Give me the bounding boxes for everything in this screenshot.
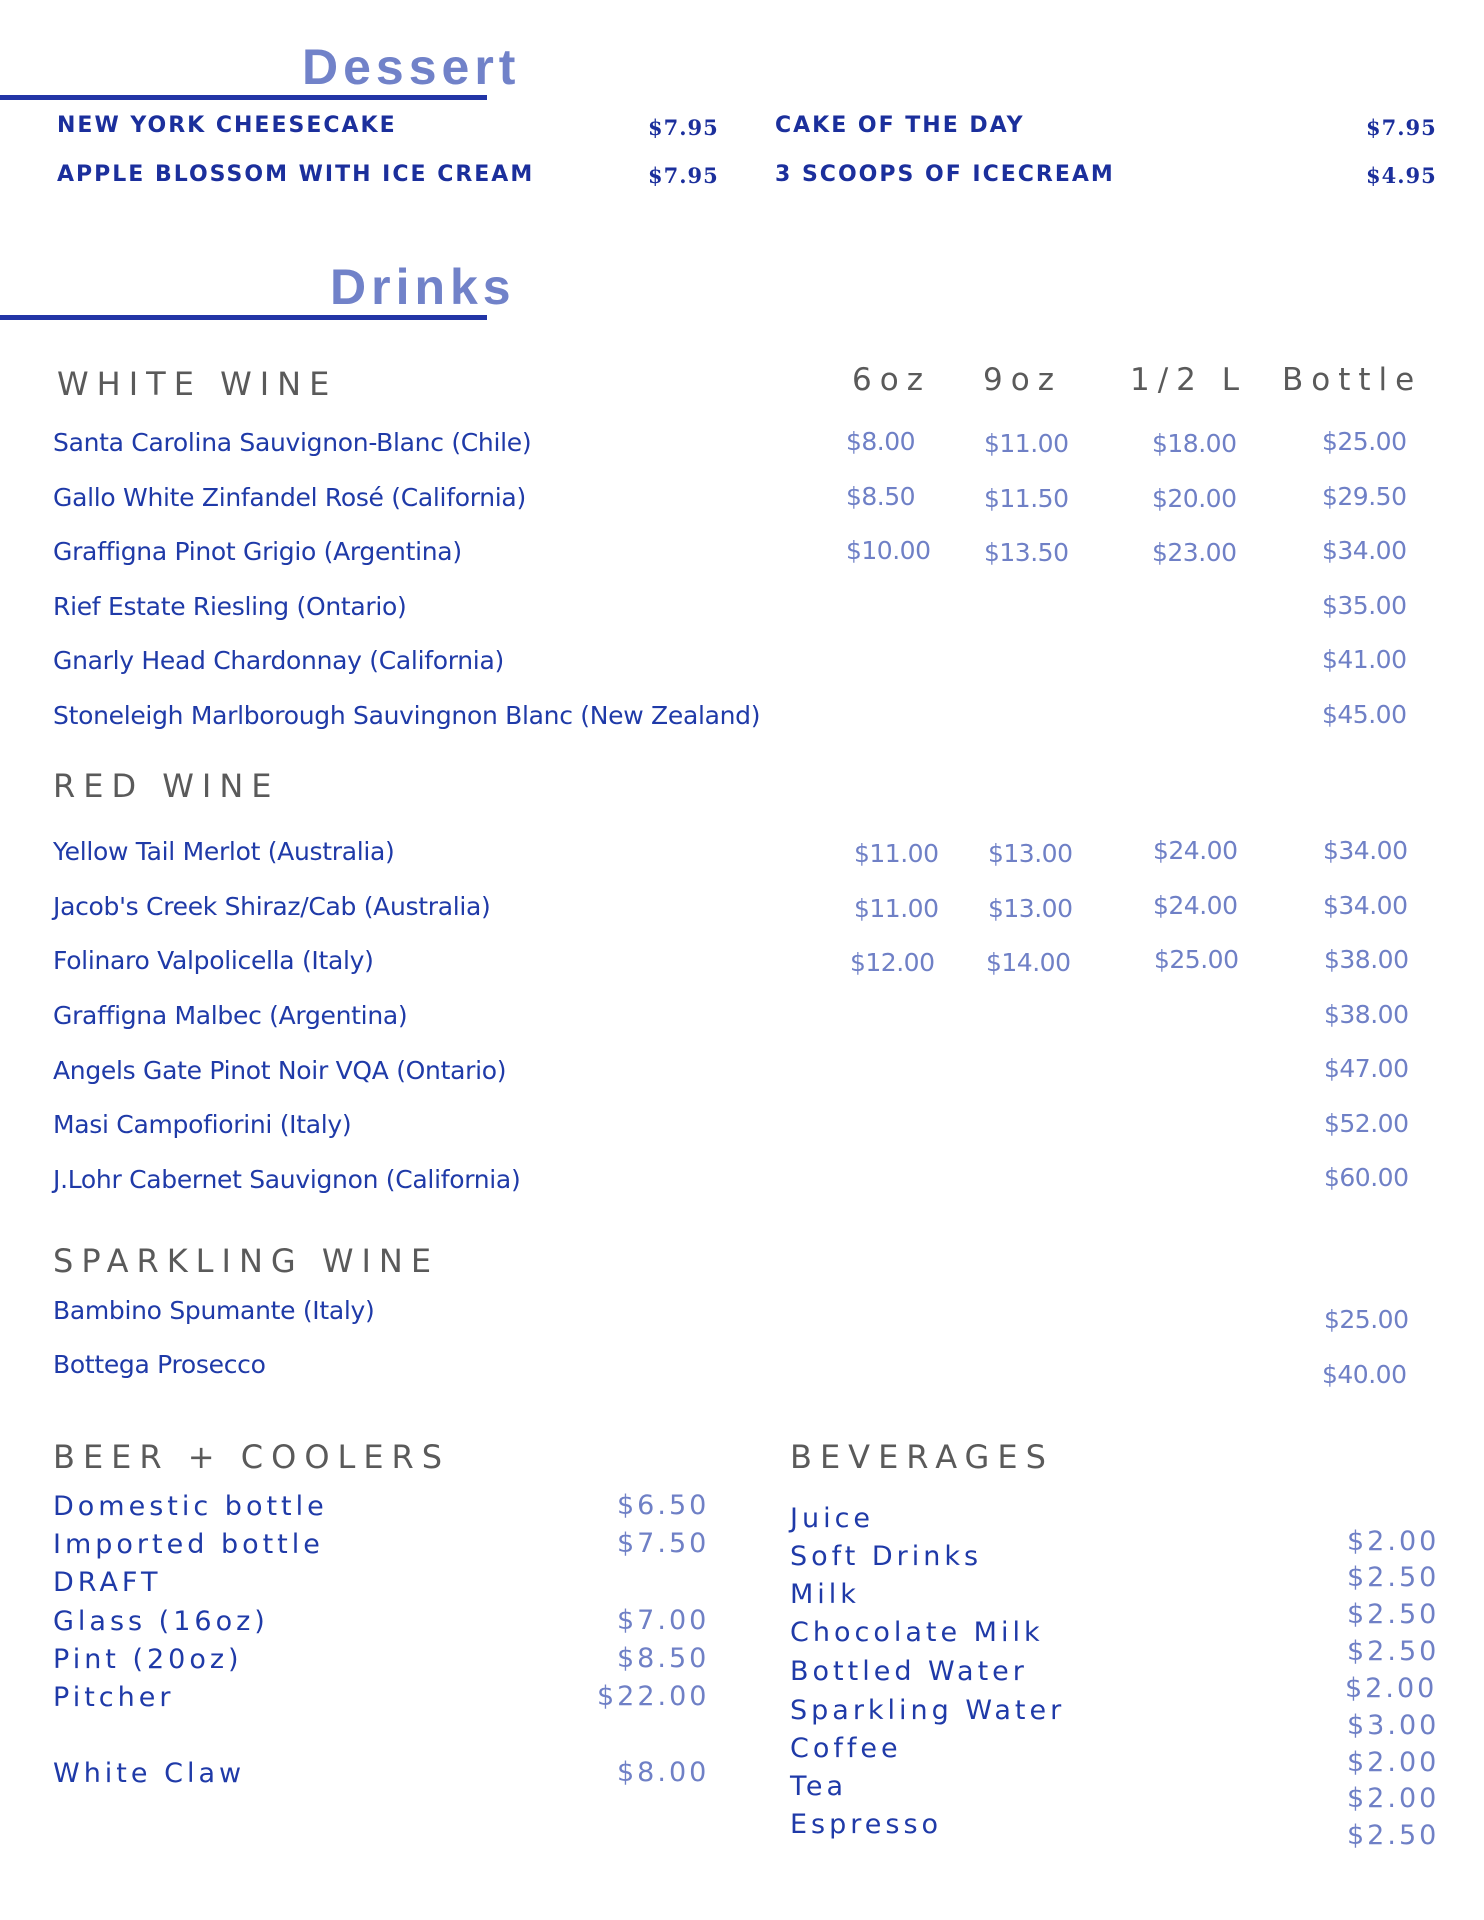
price-bottle: $25.00 xyxy=(1324,1305,1409,1334)
price-bottle: $34.00 xyxy=(1323,891,1408,920)
beverage-item-price: $2.00 xyxy=(1347,1747,1440,1778)
price-half-liter: $24.00 xyxy=(1153,891,1238,920)
price-bottle: $38.00 xyxy=(1324,1000,1409,1029)
price-half-liter: $18.00 xyxy=(1152,429,1237,458)
beer-item-price: $8.00 xyxy=(617,1757,710,1788)
beer-item-name: White Claw xyxy=(53,1758,246,1789)
beverage-item-name: Milk xyxy=(790,1579,860,1610)
price-9oz: $13.00 xyxy=(988,894,1073,923)
wine-name: Graffigna Malbec (Argentina) xyxy=(53,1001,408,1030)
beverage-item-price: $2.50 xyxy=(1347,1562,1440,1593)
price-bottle: $45.00 xyxy=(1322,700,1407,729)
dessert-item-name: APPLE BLOSSOM WITH ICE CREAM xyxy=(57,162,535,187)
beverage-item-name: Bottled Water xyxy=(790,1656,1028,1687)
size-header-half-liter: 1/2 L xyxy=(1130,362,1248,398)
dessert-item-price: $7.95 xyxy=(648,115,719,140)
drinks-underline xyxy=(0,315,487,320)
wine-name: Gallo White Zinfandel Rosé (California) xyxy=(53,483,526,512)
wine-name: Graffigna Pinot Grigio (Argentina) xyxy=(53,537,462,566)
beer-item-price: $7.50 xyxy=(617,1528,710,1559)
price-6oz: $11.00 xyxy=(854,894,939,923)
sparkling-wine-heading: SPARKLING WINE xyxy=(53,1242,440,1280)
price-bottle: $25.00 xyxy=(1322,427,1407,456)
price-bottle: $34.00 xyxy=(1323,836,1408,865)
wine-name: Gnarly Head Chardonnay (California) xyxy=(53,646,504,675)
dessert-item-price: $7.95 xyxy=(648,163,719,188)
wine-name: J.Lohr Cabernet Sauvignon (California) xyxy=(53,1165,521,1194)
dessert-title: Dessert xyxy=(302,39,521,95)
wine-name: Yellow Tail Merlot (Australia) xyxy=(53,837,395,866)
beer-coolers-heading: BEER + COOLERS xyxy=(53,1438,451,1476)
beer-item-name: DRAFT xyxy=(53,1567,162,1598)
dessert-item-price: $7.95 xyxy=(1366,115,1437,140)
beer-item-price: $22.00 xyxy=(597,1681,710,1712)
price-bottle: $38.00 xyxy=(1324,945,1409,974)
wine-name: Jacob's Creek Shiraz/Cab (Australia) xyxy=(53,892,491,921)
price-bottle: $40.00 xyxy=(1322,1360,1407,1389)
dessert-item-name: CAKE OF THE DAY xyxy=(775,113,1025,138)
beverages-heading: BEVERAGES xyxy=(790,1438,1054,1476)
beer-item-price: $7.00 xyxy=(617,1605,710,1636)
drinks-title: Drinks xyxy=(330,259,516,315)
red-wine-heading: RED WINE xyxy=(53,767,280,805)
price-6oz: $12.00 xyxy=(850,948,935,977)
price-bottle: $35.00 xyxy=(1322,591,1407,620)
beverage-item-price: $2.50 xyxy=(1347,1599,1440,1630)
price-half-liter: $25.00 xyxy=(1154,945,1239,974)
beverage-item-name: Sparkling Water xyxy=(790,1695,1066,1726)
wine-name: Rief Estate Riesling (Ontario) xyxy=(53,592,407,621)
beverage-item-price: $2.00 xyxy=(1347,1783,1440,1814)
beverage-item-name: Coffee xyxy=(790,1733,902,1764)
price-bottle: $34.00 xyxy=(1322,536,1407,565)
wine-name: Santa Carolina Sauvignon-Blanc (Chile) xyxy=(53,428,532,457)
wine-name: Masi Campofiorini (Italy) xyxy=(53,1110,352,1139)
size-header-9oz: 9oz xyxy=(983,362,1062,398)
dessert-item-name: 3 SCOOPS OF ICECREAM xyxy=(775,162,1115,187)
beverage-item-price: $2.50 xyxy=(1347,1636,1440,1667)
beverage-item-price: $2.00 xyxy=(1347,1526,1440,1557)
beer-item-name: Imported bottle xyxy=(53,1529,324,1560)
dessert-underline xyxy=(0,95,487,100)
price-bottle: $60.00 xyxy=(1324,1163,1409,1192)
wine-name: Folinaro Valpolicella (Italy) xyxy=(53,946,374,975)
beer-item-name: Pint (20oz) xyxy=(53,1644,243,1675)
price-bottle: $47.00 xyxy=(1324,1054,1409,1083)
beer-item-price: $6.50 xyxy=(617,1490,710,1521)
white-wine-heading: WHITE WINE xyxy=(57,365,338,403)
price-half-liter: $20.00 xyxy=(1152,484,1237,513)
beverage-item-price: $2.50 xyxy=(1347,1820,1440,1851)
beverage-item-name: Juice xyxy=(790,1503,875,1534)
beer-item-price: $8.50 xyxy=(617,1643,710,1674)
dessert-item-name: NEW YORK CHEESECAKE xyxy=(57,113,397,138)
price-9oz: $11.00 xyxy=(984,429,1069,458)
beverage-item-name: Chocolate Milk xyxy=(790,1617,1044,1648)
size-header-bottle: Bottle xyxy=(1282,362,1423,398)
price-6oz: $8.00 xyxy=(846,427,916,456)
wine-name: Bambino Spumante (Italy) xyxy=(53,1296,375,1325)
beverage-item-name: Espresso xyxy=(790,1809,943,1840)
wine-name: Stoneleigh Marlborough Sauvingnon Blanc (New Zealand) xyxy=(53,701,761,730)
price-bottle: $41.00 xyxy=(1322,645,1407,674)
wine-name: Bottega Prosecco xyxy=(53,1350,266,1379)
beer-item-name: Pitcher xyxy=(53,1682,175,1713)
price-9oz: $13.50 xyxy=(984,538,1069,567)
size-header-6oz: 6oz xyxy=(852,362,931,398)
beer-item-name: Glass (16oz) xyxy=(53,1606,269,1637)
price-9oz: $14.00 xyxy=(986,948,1071,977)
beverage-item-name: Tea xyxy=(790,1771,848,1802)
price-half-liter: $23.00 xyxy=(1152,538,1237,567)
price-9oz: $13.00 xyxy=(988,839,1073,868)
price-6oz: $11.00 xyxy=(854,839,939,868)
price-9oz: $11.50 xyxy=(984,484,1069,513)
beverage-item-name: Soft Drinks xyxy=(790,1541,983,1572)
beer-item-name: Domestic bottle xyxy=(53,1491,328,1522)
beverage-item-price: $2.00 xyxy=(1345,1673,1438,1704)
price-6oz: $10.00 xyxy=(846,536,931,565)
wine-name: Angels Gate Pinot Noir VQA (Ontario) xyxy=(53,1056,507,1085)
price-6oz: $8.50 xyxy=(846,482,916,511)
price-bottle: $29.50 xyxy=(1322,482,1407,511)
beverage-item-price: $3.00 xyxy=(1347,1710,1440,1741)
dessert-item-price: $4.95 xyxy=(1366,163,1437,188)
price-half-liter: $24.00 xyxy=(1153,836,1238,865)
price-bottle: $52.00 xyxy=(1324,1109,1409,1138)
